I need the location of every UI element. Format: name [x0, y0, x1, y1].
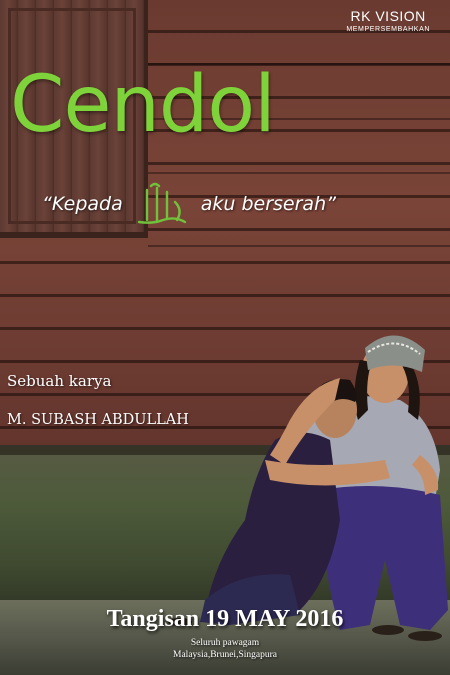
release-date: Tangisan 19 MAY 2016 — [106, 606, 344, 632]
cinema-info — [0, 637, 450, 661]
tagline-after: aku berserah” — [200, 193, 336, 215]
cinema-line-1: Seluruh pawagam — [190, 638, 260, 648]
director-name: M. SUBASH ABDULLAH — [7, 412, 189, 428]
studio-credit — [346, 8, 430, 33]
allah-calligraphy-icon — [133, 182, 191, 226]
tagline — [42, 184, 336, 224]
credit-label: Sebuah karya — [7, 372, 112, 390]
movie-title: Cendol — [10, 60, 275, 150]
studio-name: RK VISION — [350, 8, 426, 24]
studio-presents: MEMPERSEMBAHKAN — [346, 26, 430, 33]
cinema-line-2: Malaysia,Brunei,Singapura — [173, 650, 277, 660]
tagline-before: “Kepada — [42, 193, 123, 215]
